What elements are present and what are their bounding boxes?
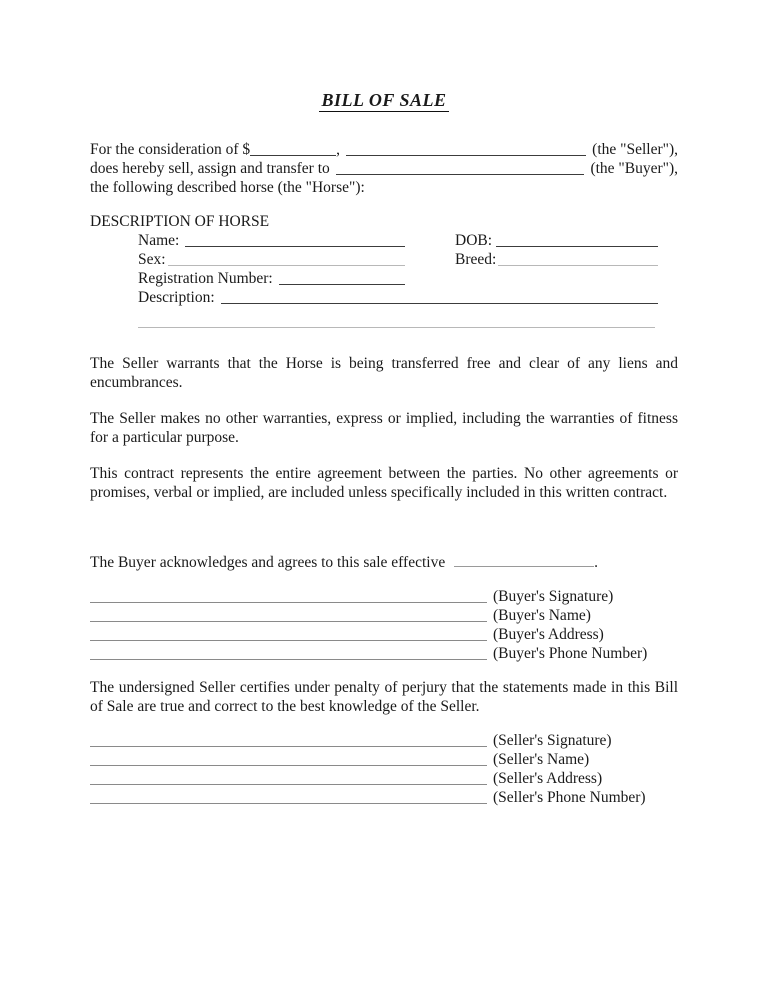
buyer-name-field[interactable]: [90, 621, 487, 622]
seller-address-field[interactable]: [90, 784, 487, 785]
horse-registration-field[interactable]: [279, 284, 405, 285]
horse-breed-label: Breed:: [455, 251, 497, 268]
transfer-text: does hereby sell, assign and transfer to: [90, 160, 330, 177]
seller-name-field[interactable]: [90, 765, 487, 766]
horse-sex-breed-row: [138, 250, 678, 269]
seller-designation-text: (the "Seller"),: [592, 141, 678, 158]
seller-name-label: (Seller's Name): [493, 751, 590, 768]
warranty-paragraph: The Seller warrants that the Horse is being transferred free and clear of any liens and encumbrances.: [90, 355, 678, 391]
entire-agreement-paragraph: This contract represents the entire agreement between the parties. No other agreements or promises, verbal or implied, are included unless specifically included in this written contract.: [90, 465, 678, 501]
horse-registration-label: Registration Number:: [138, 270, 273, 287]
seller-signature-label: (Seller's Signature): [493, 732, 612, 749]
price-blank[interactable]: [250, 155, 336, 156]
horse-name-label: Name:: [138, 232, 180, 249]
horse-description-heading: DESCRIPTION OF HORSE: [90, 213, 270, 230]
document-title-text: BILL OF SALE: [321, 90, 447, 110]
buyer-name-label: (Buyer's Name): [493, 607, 591, 624]
seller-signature-block: [90, 731, 678, 807]
buyer-name-row: [90, 606, 678, 625]
buyer-signature-row: [90, 587, 678, 606]
horse-description-extra-field[interactable]: [138, 309, 655, 328]
horse-description-label: Description:: [138, 289, 215, 306]
seller-signature-row: [90, 731, 678, 750]
buyer-phone-label: (Buyer's Phone Number): [493, 645, 648, 662]
buyer-acknowledgment-line: [90, 553, 678, 572]
buyer-address-label: (Buyer's Address): [493, 626, 604, 643]
buyer-signature-field[interactable]: [90, 602, 487, 603]
seller-name-blank[interactable]: [346, 155, 586, 156]
horse-name-field[interactable]: [185, 246, 405, 247]
horse-dob-field[interactable]: [496, 246, 658, 247]
seller-address-label: (Seller's Address): [493, 770, 603, 787]
buyer-signature-block: [90, 587, 678, 663]
buyer-phone-row: [90, 644, 678, 663]
comma-text: ,: [336, 141, 341, 158]
horse-description-field[interactable]: [221, 303, 658, 304]
buyer-signature-label: (Buyer's Signature): [493, 588, 614, 605]
acknowledgment-period: .: [594, 554, 598, 571]
intro-line-2: [90, 159, 678, 178]
intro-line-3: [90, 178, 678, 197]
horse-description-row: [138, 288, 678, 307]
seller-certification-paragraph: The undersigned Seller certifies under penalty of perjury that the statements made in this Bill of Sale are true and correct to the best knowledge of the Seller.: [90, 679, 678, 715]
buyer-address-row: [90, 625, 678, 644]
buyer-phone-field[interactable]: [90, 659, 487, 660]
horse-breed-field[interactable]: [498, 265, 658, 266]
seller-signature-field[interactable]: [90, 746, 487, 747]
seller-phone-label: (Seller's Phone Number): [493, 789, 646, 806]
intro-paragraph: [90, 140, 678, 197]
effective-date-field[interactable]: [454, 566, 594, 567]
horse-registration-row: [138, 269, 678, 288]
seller-name-row: [90, 750, 678, 769]
consideration-text: For the consideration of $: [90, 141, 251, 158]
document-title: [90, 88, 678, 112]
intro-line-1: [90, 140, 678, 159]
horse-name-dob-row: [138, 231, 678, 250]
no-other-warranties-paragraph: The Seller makes no other warranties, express or implied, including the warranties of fitness for a particular purpose.: [90, 410, 678, 446]
buyer-name-blank[interactable]: [336, 174, 585, 175]
horse-dob-label: DOB:: [455, 232, 493, 249]
buyer-address-field[interactable]: [90, 640, 487, 641]
buyer-acknowledgment-text: The Buyer acknowledges and agrees to this sale effective: [90, 554, 446, 571]
described-horse-text: the following described horse (the "Horse"):: [90, 179, 365, 196]
horse-sex-field[interactable]: [168, 265, 405, 266]
seller-address-row: [90, 769, 678, 788]
horse-sex-label: Sex:: [138, 251, 166, 268]
seller-phone-row: [90, 788, 678, 807]
seller-phone-field[interactable]: [90, 803, 487, 804]
buyer-designation-text: (the "Buyer"),: [590, 160, 678, 177]
